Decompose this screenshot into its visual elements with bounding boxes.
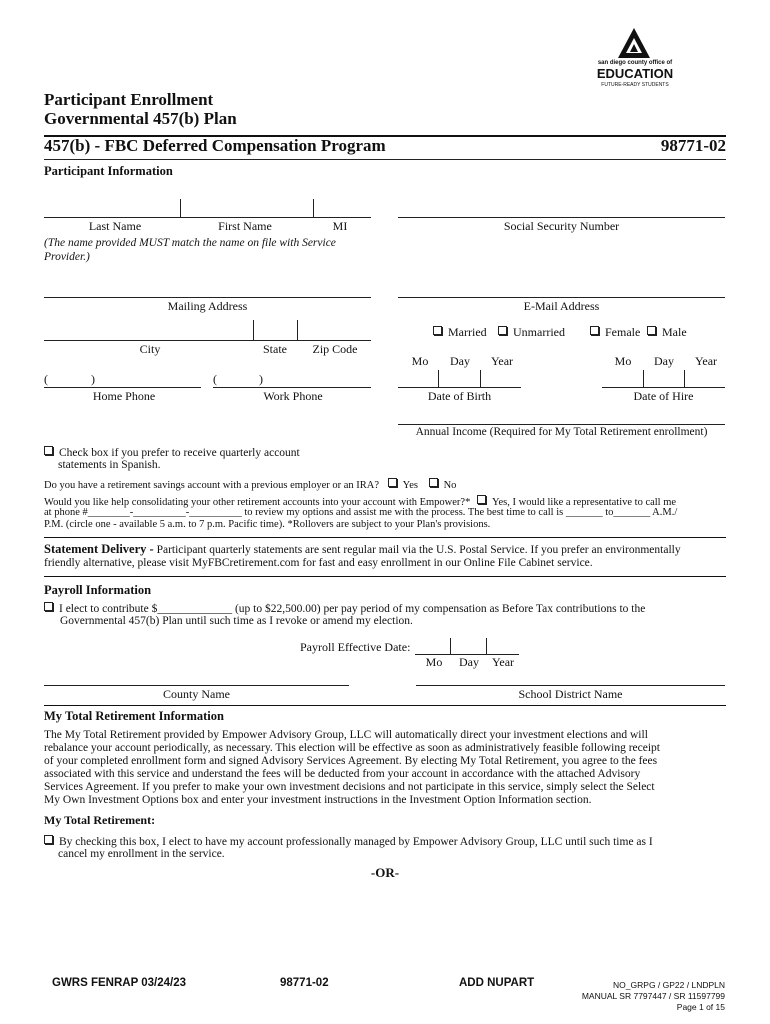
statement-rule-top: [44, 537, 726, 538]
logo: [590, 26, 680, 92]
spanish-checkbox[interactable]: [44, 446, 53, 455]
first-name-label: First Name: [218, 219, 272, 233]
annual-income-label: Annual Income (Required for My Total Retirement enrollment): [415, 426, 708, 438]
statement-rule-bottom: [44, 576, 726, 577]
mailing-address-field-line[interactable]: [44, 297, 371, 298]
annual-income-field-line[interactable]: [398, 424, 725, 425]
mtr-paragraph: The My Total Retirement provided by Empower Advisory Group, LLC will automatically direct your investment elections and will rebalance your account periodically, as necessary. This election will be effective as soon as administratively feasible following receipt of your completed enrollment form and signed Advisory Services Agreement. By electing My Total Retirement, you agree to the fees associated with this service and understand the fees will be deducted from your account in accordance with the attached Advisory Services Agreement. If you prefer to make your own investment decisions and not participate in this service, simply select the Select My Own Investment Options box and enter your investment instructions in the Investment Option Information section.: [44, 729, 660, 806]
prev-savings-no-checkbox[interactable]: [429, 478, 438, 487]
dob-field-line[interactable]: [398, 387, 521, 388]
logo-org-big: EDUCATION: [596, 66, 674, 81]
footer-plan-number: 98771-02: [280, 977, 329, 989]
mailing-address-label: Mailing Address: [167, 299, 248, 313]
spanish-label-line2: statements in Spanish.: [58, 459, 161, 471]
county-name-field-line[interactable]: [44, 685, 349, 686]
mi-label: MI: [332, 219, 348, 233]
program-title: 457(b) - FBC Deferred Compensation Program: [44, 136, 386, 155]
mtr-check-line2: cancel my enrollment in the service.: [58, 848, 225, 860]
state-label: State: [263, 342, 287, 356]
prev-savings-question: Do you have a retirement savings account with a previous employer or an IRA? Yes No: [44, 480, 457, 491]
payroll-mo-label: Mo: [425, 655, 443, 669]
form-title-line1: Participant Enrollment: [44, 90, 214, 109]
work-phone-label: Work Phone: [263, 389, 323, 403]
unmarried-option[interactable]: Unmarried: [498, 325, 565, 340]
consolidate-line3: P.M. (circle one - available 5 a.m. to 7 p.m. Pacific time). *Rollovers are subject to your Plan's provisions.: [44, 519, 491, 530]
doh-year-label: Year: [694, 354, 718, 368]
footer-form-id: GWRS FENRAP 03/24/23: [52, 977, 187, 989]
prev-savings-no[interactable]: No: [429, 480, 457, 491]
doh-mo-label: Mo: [614, 354, 632, 368]
mtr-rule-top: [44, 705, 726, 706]
footer-ref1: NO_GRPG / GP22 / LNDPLN: [613, 980, 725, 990]
mtr-section-title: My Total Retirement Information: [44, 709, 224, 723]
footer-page-number: Page 1 of 15: [676, 1002, 725, 1012]
home-phone-field-line[interactable]: [44, 387, 201, 388]
statement-delivery-title: Statement Delivery -: [44, 542, 154, 556]
doh-day-label: Day: [654, 354, 674, 368]
consolidate-line1: Would you like help consolidating your other retirement accounts into your account with Empower?* Yes, I would like a representative to call me: [44, 497, 677, 508]
school-district-field-line[interactable]: [416, 685, 725, 686]
payroll-day-label: Day: [459, 655, 479, 669]
email-label: E-Mail Address: [523, 299, 600, 313]
school-district-label: School District Name: [518, 687, 623, 701]
doh-field-line[interactable]: [602, 387, 725, 388]
ssn-field-line[interactable]: [398, 217, 725, 218]
zip-label: Zip Code: [312, 342, 358, 356]
home-phone-paren-close: ): [91, 372, 95, 386]
spanish-option[interactable]: [44, 446, 300, 460]
mtr-checkbox[interactable]: [44, 835, 53, 844]
footer-ref2: MANUAL SR 7797447 / SR 11597799: [581, 991, 725, 1001]
last-name-label: Last Name: [88, 219, 142, 233]
dob-mo-label: Mo: [411, 354, 429, 368]
statement-delivery-line2: friendly alternative, please visit MyFBCretirement.com for fast and easy enrollment in our Online File Cabinet service.: [44, 557, 593, 569]
participant-section-title: Participant Information: [44, 164, 173, 178]
county-name-label: County Name: [163, 687, 230, 701]
male-option[interactable]: Male: [647, 325, 687, 340]
triangle-logo-icon: [590, 26, 680, 62]
payroll-section-title: Payroll Information: [44, 583, 152, 597]
mtr-check-option[interactable]: By checking this box, I elect to have my account professionally managed by Empower Advisory Group, LLC until such time as I: [44, 835, 653, 849]
dob-day-label: Day: [450, 354, 470, 368]
spanish-label-line1: Check box if you prefer to receive quarterly account: [59, 447, 300, 459]
mtr-subtitle: My Total Retirement:: [44, 813, 156, 827]
name-field-line[interactable]: [44, 217, 371, 218]
payroll-effective-date-label: Payroll Effective Date:: [300, 640, 411, 654]
ssn-label: Social Security Number: [503, 219, 620, 233]
footer-type: ADD NUPART: [459, 977, 535, 989]
payroll-elect-line2: Governmental 457(b) Plan until such time as I revoke or amend my election.: [60, 615, 413, 627]
home-phone-paren-open: (: [44, 372, 48, 386]
email-field-line[interactable]: [398, 297, 725, 298]
married-option[interactable]: Married: [433, 325, 487, 340]
doh-label: Date of Hire: [633, 389, 694, 403]
consolidate-yes[interactable]: Yes, I would like a representative to call me: [477, 497, 676, 508]
logo-org-small: san diego county office of: [597, 60, 673, 66]
consolidate-line2: at phone #________-__________-__________ to review my options and assist me with the process. The best time to call is _______ to_______ A.M./: [44, 507, 678, 518]
logo-tagline: FUTURE-READY STUDENTS: [601, 82, 669, 88]
dob-year-label: Year: [490, 354, 514, 368]
plan-number: 98771-02: [660, 136, 726, 155]
statement-delivery: Statement Delivery - Participant quarterly statements are sent regular mail via the U.S. Postal Service. If you prefer an environmentally: [44, 542, 681, 556]
work-phone-paren-close: ): [259, 372, 263, 386]
work-phone-field-line[interactable]: [213, 387, 371, 388]
payroll-year-label: Year: [491, 655, 515, 669]
program-rule: [44, 159, 726, 160]
female-option[interactable]: Female: [590, 325, 640, 340]
payroll-elect-option[interactable]: I elect to contribute $_____________ (up to $22,500.00) per pay period of my compensation as Before Tax contributions to the: [44, 602, 645, 616]
form-title-line2: Governmental 457(b) Plan: [44, 109, 237, 128]
work-phone-paren-open: (: [213, 372, 217, 386]
city-label: City: [139, 342, 161, 356]
unmarried-checkbox[interactable]: [498, 326, 507, 335]
payroll-elect-checkbox[interactable]: [44, 602, 53, 611]
dob-label: Date of Birth: [427, 389, 492, 403]
female-checkbox[interactable]: [590, 326, 599, 335]
prev-savings-yes[interactable]: Yes: [388, 480, 418, 491]
married-checkbox[interactable]: [433, 326, 442, 335]
prev-savings-yes-checkbox[interactable]: [388, 478, 397, 487]
city-state-zip-field-line[interactable]: [44, 340, 371, 341]
home-phone-label: Home Phone: [92, 389, 156, 403]
consolidate-yes-checkbox[interactable]: [477, 495, 486, 504]
male-checkbox[interactable]: [647, 326, 656, 335]
or-divider: -OR-: [370, 865, 400, 880]
name-note: (The name provided MUST match the name on file with Service Provider.): [44, 237, 336, 263]
